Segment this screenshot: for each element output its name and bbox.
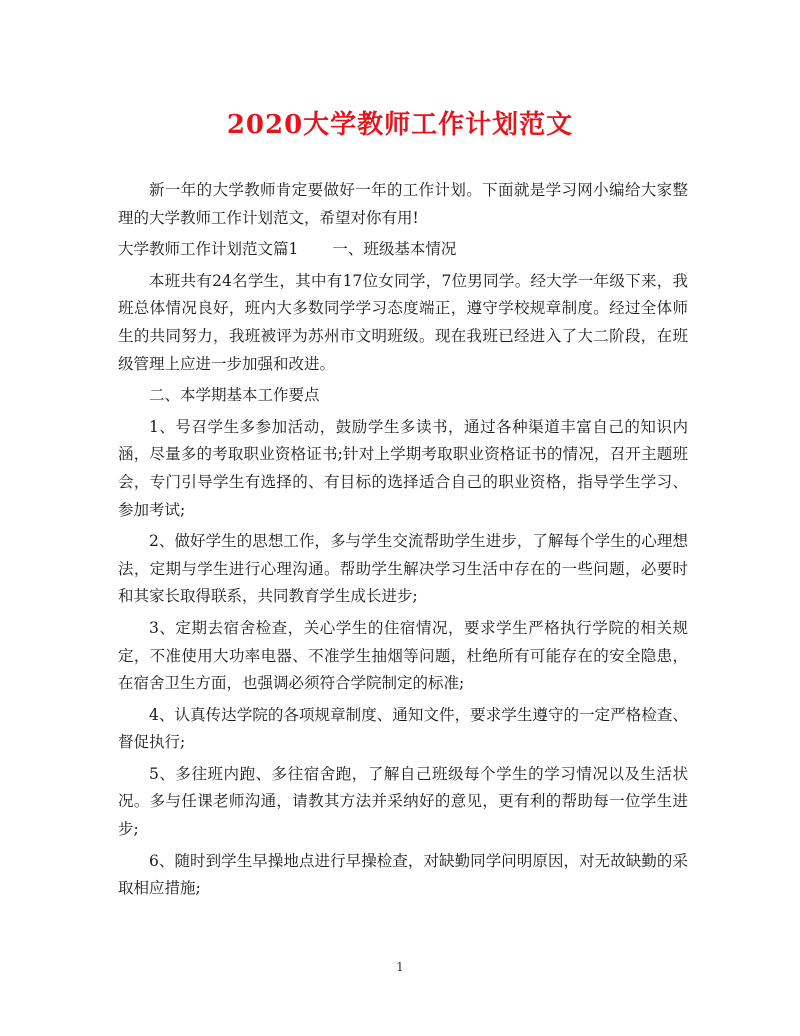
document-title: 2020大学教师工作计划范文 (226, 110, 574, 140)
section-label: 大学教师工作计划范文篇1 (118, 240, 299, 259)
list-item-4: 4、认真传达学院的各项规章制度、通知文件，要求学生遵守的一定严格检查、督促执行; (118, 705, 688, 752)
section1-heading: 一、班级基本情况 (332, 240, 457, 259)
list-item-5: 5、多往班内跑、多往宿舍跑，了解自己班级每个学生的学习情况以及生活状况。多与任课老师沟通，请教其方法并采纳好的意见，更有利的帮助每一位学生进步; (118, 764, 688, 839)
list-item-1: 1、号召学生多参加活动，鼓励学生多读书，通过各种渠道丰富自己的知识内涵，尽量多的考取职业资格证书;针对上学期考取职业资格证书的情况，召开主题班会，专门引导学生有选择的、有目标的选择适合自己的职业资格，指导学生学习、参加考试; (118, 417, 688, 519)
section2-heading: 二、本学期基本工作要点 (149, 386, 320, 405)
section1-paragraph: 本班共有24名学生，其中有17位女同学，7位男同学。经大学一年级下来，我班总体情况良好，班内大多数同学学习态度端正，遵守学校规章制度。经过全体师生的共同努力，我班被评为苏州市文明班级。现在我班已经进入了大二阶段，在班级管理上应进一步加强和改进。 (118, 271, 688, 373)
list-item-2: 2、做好学生的思想工作，多与学生交流帮助学生进步，了解每个学生的心理想法，定期与学生进行心理沟通。帮助学生解决学习生活中存在的一些问题，必要时和其家长取得联系，共同教育学生成长进步; (118, 532, 688, 606)
section-heading-line (118, 236, 688, 264)
list-item-3: 3、定期去宿舍检查，关心学生的住宿情况，要求学生严格执行学院的相关规定，不准使用大功率电器、不准学生抽烟等问题，杜绝所有可能存在的安全隐患，在宿舍卫生方面，也强调必须符合学院制定的标准; (118, 618, 688, 693)
page-number: 1 (396, 960, 404, 974)
document-body (118, 177, 688, 907)
list-item-6: 6、随时到学生早操地点进行早操检查，对缺勤同学问明原因，对无故缺勤的采取相应措施; (118, 851, 688, 898)
intro-paragraph: 新一年的大学教师肯定要做好一年的工作计划。下面就是学习网小编给大家整理的大学教师工作计划范文，希望对你有用! (118, 181, 688, 227)
